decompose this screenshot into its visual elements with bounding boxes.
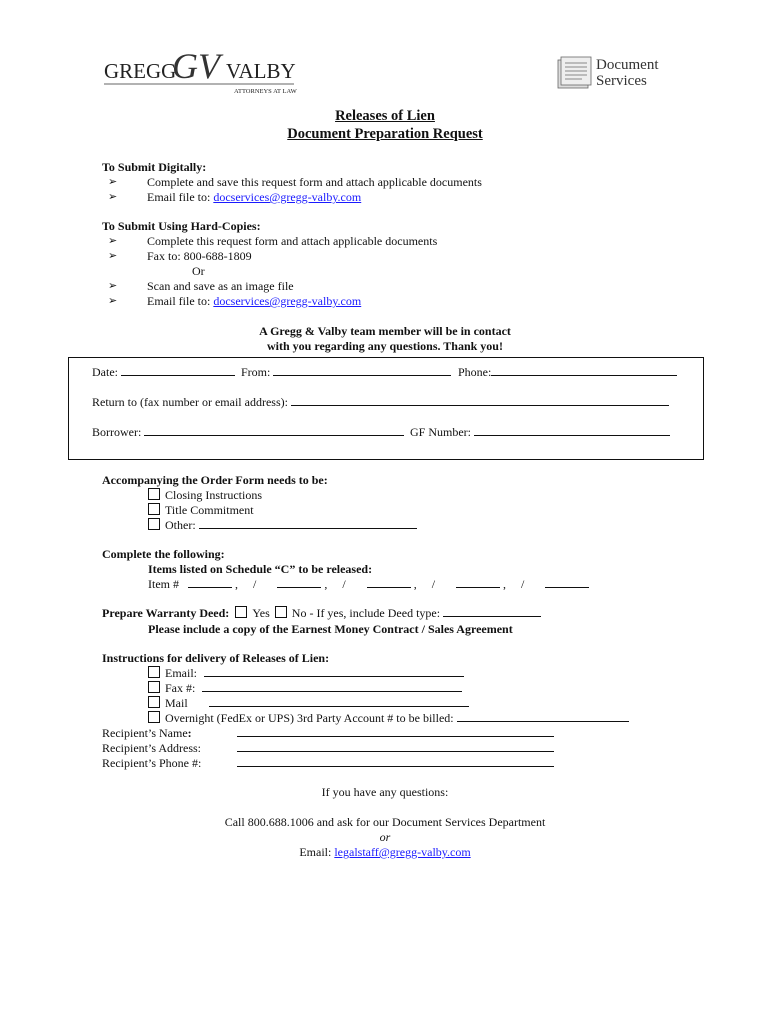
docservices-email-link-2[interactable]: docservices@gregg-valby.com: [213, 294, 362, 308]
accompanying-heading: Accompanying the Order Form needs to be:: [102, 473, 328, 487]
hardcopy-bullet-3: Scan and save as an image file: [147, 279, 294, 293]
digital-bullet-1: Complete and save this request form and attach applicable documents: [147, 175, 482, 189]
title-commitment-label: Title Commitment: [165, 503, 254, 517]
title-commitment-checkbox[interactable]: [148, 503, 160, 515]
delivery-fax-field[interactable]: [202, 681, 462, 692]
arrow-bullet-icon: ➢: [108, 280, 118, 292]
title-line2: Document Preparation Request: [287, 126, 483, 142]
other-checkbox[interactable]: [148, 518, 160, 530]
recipient-name-field[interactable]: [237, 726, 554, 737]
delivery-email-option[interactable]: [148, 666, 464, 681]
docservices-email-link[interactable]: docservices@gregg-valby.com: [213, 190, 362, 204]
delivery-fax-label: Fax #:: [165, 681, 196, 695]
arrow-bullet-icon: ➢: [108, 235, 118, 247]
item-number-label: Item #: [148, 577, 179, 591]
document-services-logo: [556, 54, 676, 94]
return-row: [92, 395, 669, 410]
gf-row: [410, 425, 670, 440]
hardcopy-heading: To Submit Using Hard-Copies:: [102, 219, 261, 233]
digital-heading: To Submit Digitally:: [102, 160, 207, 174]
phone-row: [458, 365, 677, 380]
hardcopy-bullet-4: [147, 294, 361, 309]
call-text: Call 800.688.1006 and ask for our Document Services Department: [224, 815, 546, 829]
logo-service-line2: Services: [596, 73, 647, 89]
footer-email-prefix: Email:: [299, 845, 335, 859]
arrow-bullet-icon: ➢: [108, 295, 118, 307]
warranty-deed-row: [102, 606, 541, 621]
recipient-address-field[interactable]: [237, 741, 554, 752]
arrow-bullet-icon: ➢: [108, 176, 118, 188]
item-field-2[interactable]: [277, 577, 321, 588]
gregg-valby-logo: [102, 44, 302, 96]
delivery-overnight-checkbox[interactable]: [148, 711, 160, 723]
deed-yes-checkbox[interactable]: [235, 606, 247, 618]
borrower-label: Borrower:: [92, 425, 142, 439]
logo-right-word: VALBY: [226, 59, 296, 83]
borrower-row: [92, 425, 404, 440]
delivery-email-checkbox[interactable]: [148, 666, 160, 678]
hardcopy-email-prefix: Email file to:: [147, 294, 214, 308]
delivery-mail-label: Mail: [165, 696, 188, 710]
date-field[interactable]: [121, 365, 235, 376]
warranty-deed-label: Prepare Warranty Deed:: [102, 606, 230, 620]
logo-monogram: GV: [172, 46, 220, 86]
delivery-email-label: Email:: [165, 666, 197, 680]
overnight-account-field[interactable]: [457, 711, 629, 722]
from-label: From:: [241, 365, 271, 379]
contact-note-line1: A Gregg & Valby team member will be in contact: [259, 324, 511, 338]
arrow-bullet-icon: ➢: [108, 250, 118, 262]
delivery-overnight-option[interactable]: [148, 711, 629, 726]
item-field-1[interactable]: [188, 577, 232, 588]
digital-email-prefix: Email file to:: [147, 190, 214, 204]
date-label: Date:: [92, 365, 118, 379]
delivery-email-field[interactable]: [204, 666, 464, 677]
gf-label: GF Number:: [410, 425, 471, 439]
arrow-bullet-icon: ➢: [108, 191, 118, 203]
delivery-fax-option[interactable]: [148, 681, 462, 696]
closing-instructions-option[interactable]: [148, 488, 262, 503]
other-label: Other:: [165, 518, 196, 532]
title-commitment-option[interactable]: [148, 503, 254, 518]
item-field-5[interactable]: [545, 577, 589, 588]
logo-service-line1: Document: [596, 57, 659, 73]
other-field[interactable]: [199, 518, 417, 529]
document-stack-icon: [558, 57, 591, 88]
delivery-overnight-label: Overnight (FedEx or UPS) 3rd Party Account # to be billed:: [165, 711, 454, 725]
delivery-mail-checkbox[interactable]: [148, 696, 160, 708]
footer-or: or: [379, 830, 391, 844]
item-field-3[interactable]: [367, 577, 411, 588]
digital-bullet-2: [147, 190, 361, 205]
items-heading: Items listed on Schedule “C” to be released:: [148, 562, 373, 576]
complete-heading: Complete the following:: [102, 547, 225, 561]
deed-yes-label: Yes: [252, 606, 270, 620]
delivery-fax-checkbox[interactable]: [148, 681, 160, 693]
phone-field[interactable]: [491, 365, 677, 376]
deed-no-label: No - If yes, include Deed type:: [291, 606, 441, 620]
recipient-phone-label: Recipient’s Phone #:: [102, 756, 202, 770]
logo-tagline: ATTORNEYS AT LAW: [234, 88, 297, 95]
date-row: [92, 365, 235, 380]
from-row: [241, 365, 451, 380]
title-line1: Releases of Lien: [335, 108, 435, 124]
gf-number-field[interactable]: [474, 425, 670, 436]
contact-note-line2: with you regarding any questions. Thank you!: [267, 339, 503, 353]
deed-type-field[interactable]: [443, 606, 541, 617]
delivery-heading: Instructions for delivery of Releases of Lien:: [102, 651, 330, 665]
return-field[interactable]: [291, 395, 669, 406]
hardcopy-bullet-1: Complete this request form and attach applicable documents: [147, 234, 438, 248]
from-field[interactable]: [273, 365, 451, 376]
closing-instructions-checkbox[interactable]: [148, 488, 160, 500]
delivery-mail-option[interactable]: [148, 696, 469, 711]
items-row: Item # , / , / , / , /: [148, 577, 589, 592]
recipient-name-label: Recipient’s Name:: [102, 726, 192, 740]
logo-left-word: GREGG: [104, 59, 177, 83]
earnest-money-note: Please include a copy of the Earnest Money Contract / Sales Agreement: [148, 622, 513, 636]
item-field-4[interactable]: [456, 577, 500, 588]
deed-no-checkbox[interactable]: [275, 606, 287, 618]
recipient-phone-field[interactable]: [237, 756, 554, 767]
footer-email-line: [0, 845, 770, 860]
borrower-field[interactable]: [144, 425, 404, 436]
legalstaff-email-link[interactable]: legalstaff@gregg-valby.com: [334, 845, 471, 859]
other-option[interactable]: [148, 518, 417, 533]
hardcopy-bullet-2: Fax to: 800-688-1809: [147, 249, 252, 263]
phone-label: Phone:: [458, 365, 492, 379]
closing-instructions-label: Closing Instructions: [165, 488, 263, 502]
recipient-address-label: Recipient’s Address:: [102, 741, 201, 755]
delivery-mail-field[interactable]: [209, 696, 469, 707]
return-label: Return to (fax number or email address):: [92, 395, 288, 409]
questions-text: If you have any questions:: [321, 785, 449, 799]
hardcopy-or: Or: [192, 264, 205, 278]
